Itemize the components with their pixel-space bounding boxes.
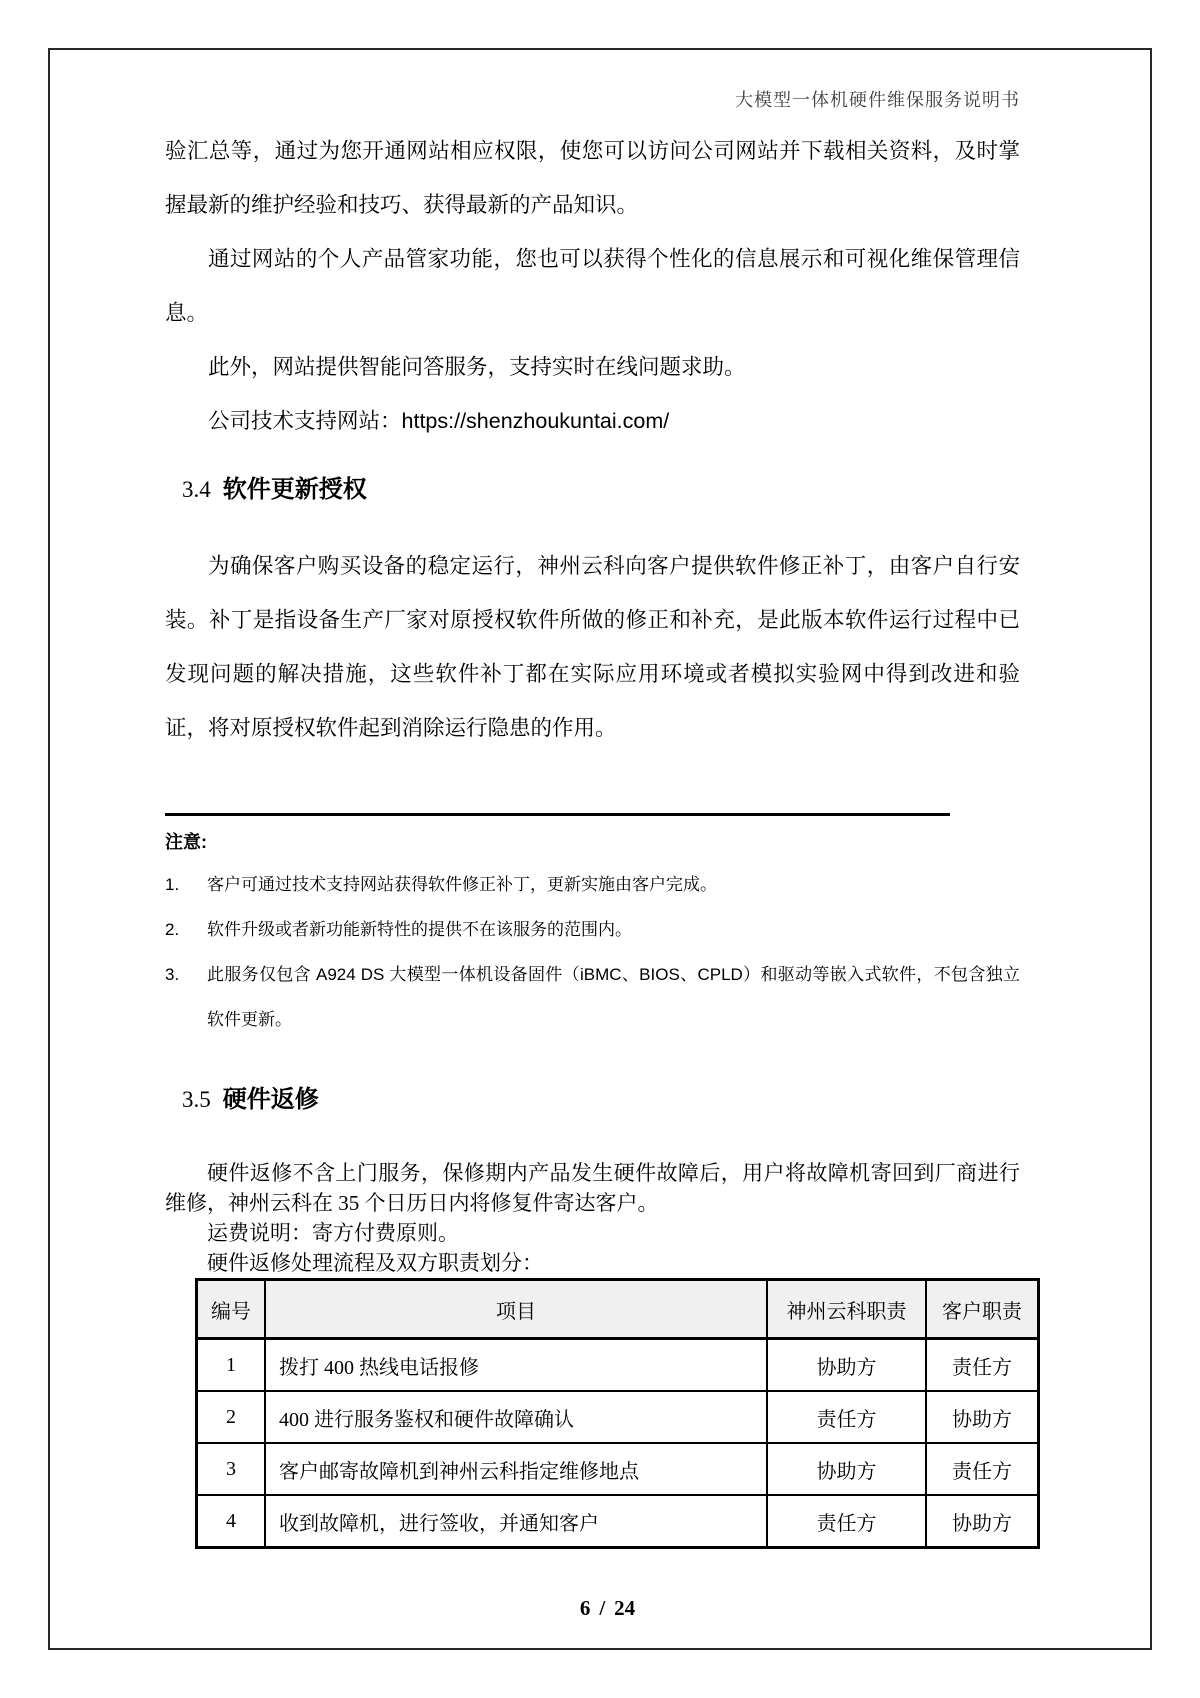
note-item-text: 此服务仅包含 A924 DS 大模型一体机设备固件（iBMC、BIOS、CPLD）和驱动等嵌入式软件，不包含独立软件更新。 (207, 965, 1020, 1029)
section-3-5-number: 3.5 (182, 1087, 211, 1112)
table-header-customer-duty: 客户职责 (926, 1280, 1039, 1339)
paragraph-shipping-note: 运费说明：寄方付费原则。 (207, 1221, 459, 1245)
cell-customer-duty: 协助方 (926, 1495, 1039, 1548)
page-footer (195, 1595, 1020, 1621)
table-header-item: 项目 (265, 1280, 767, 1339)
note-separator-line (165, 813, 950, 816)
note-item-number: 1. (165, 875, 180, 894)
document-title: 大模型一体机硬件维保服务说明书 (735, 90, 1020, 110)
cell-item: 400 进行服务鉴权和硬件故障确认 (265, 1391, 767, 1443)
support-website-url: https://shenzhoukuntai.com/ (401, 409, 670, 433)
cell-item: 客户邮寄故障机到神州云科指定维修地点 (265, 1443, 767, 1495)
note-item-text: 客户可通过技术支持网站获得软件修正补丁，更新实施由客户完成。 (207, 875, 717, 894)
section-3-4-heading (165, 473, 1020, 507)
responsibility-table (195, 1278, 1040, 1549)
note-list (165, 862, 1020, 1042)
paragraph-repair-policy: 硬件返修不含上门服务，保修期内产品发生硬件故障后，用户将故障机寄回到厂商进行维修，神州云科在 35 个日历日内将修复件寄达客户。 (165, 1161, 1020, 1215)
table-row (197, 1339, 1039, 1392)
cell-item: 拨打 400 热线电话报修 (265, 1339, 767, 1392)
cell-vendor-duty: 责任方 (767, 1391, 926, 1443)
table-row (197, 1443, 1039, 1495)
note-item-number: 3. (165, 965, 180, 984)
note-item (165, 952, 1020, 1042)
table-header-vendor-duty: 神州云科职责 (767, 1280, 926, 1339)
note-item-number: 2. (165, 920, 180, 939)
cell-customer-duty: 协助方 (926, 1391, 1039, 1443)
cell-id: 1 (197, 1339, 266, 1392)
paragraph-support-website (165, 394, 1020, 448)
paragraph-patch-policy: 为确保客户购买设备的稳定运行，神州云科向客户提供软件修正补丁，由客户自行安装。补丁是指设备生产厂家对原授权软件所做的修正和补充，是此版本软件运行过程中已发现问题的解决措施，这些软件补丁都在实际应用环境或者模拟实验网中得到改进和验证，将对原授权软件起到消除运行隐患的作用。 (165, 554, 1020, 740)
cell-vendor-duty: 责任方 (767, 1495, 926, 1548)
page-border (48, 48, 1152, 1650)
note-item-text: 软件升级或者新功能新特性的提供不在该服务的范围内。 (207, 920, 632, 939)
cell-customer-duty: 责任方 (926, 1443, 1039, 1495)
paragraph-qa-service: 此外，网站提供智能问答服务，支持实时在线问题求助。 (208, 355, 746, 379)
cell-item: 收到故障机，进行签收，并通知客户 (265, 1495, 767, 1548)
support-website-label: 公司技术支持网站： (208, 409, 402, 433)
cell-vendor-duty: 协助方 (767, 1339, 926, 1392)
paragraph-table-intro: 硬件返修处理流程及双方职责划分： (207, 1251, 543, 1275)
page-number-total: 24 (614, 1596, 636, 1620)
section-3-4-number: 3.4 (182, 477, 211, 502)
section-3-4-title: 软件更新授权 (222, 476, 367, 503)
table-row (197, 1495, 1039, 1548)
note-item (165, 862, 1020, 907)
running-header (50, 88, 1150, 112)
cell-id: 3 (197, 1443, 266, 1495)
page-number-current: 6 (579, 1596, 591, 1620)
cell-vendor-duty: 协助方 (767, 1443, 926, 1495)
paragraph-website-access: 验汇总等，通过为您开通网站相应权限，使您可以访问公司网站并下载相关资料，及时掌握最新的维护经验和技巧、获得最新的产品知识。 (165, 139, 1020, 217)
page-number-separator: / (599, 1596, 606, 1620)
cell-id: 2 (197, 1391, 266, 1443)
table-header-row (197, 1280, 1039, 1339)
page-content (50, 124, 1150, 1621)
table-row (197, 1391, 1039, 1443)
cell-customer-duty: 责任方 (926, 1339, 1039, 1392)
note-label: 注意: (165, 832, 207, 852)
note-item (165, 907, 1020, 952)
cell-id: 4 (197, 1495, 266, 1548)
paragraph-product-manager: 通过网站的个人产品管家功能，您也可以获得个性化的信息展示和可视化维保管理信息。 (165, 247, 1020, 325)
table-header-id: 编号 (197, 1280, 266, 1339)
section-3-5-heading (165, 1083, 1020, 1117)
section-3-5-title: 硬件返修 (222, 1086, 319, 1113)
